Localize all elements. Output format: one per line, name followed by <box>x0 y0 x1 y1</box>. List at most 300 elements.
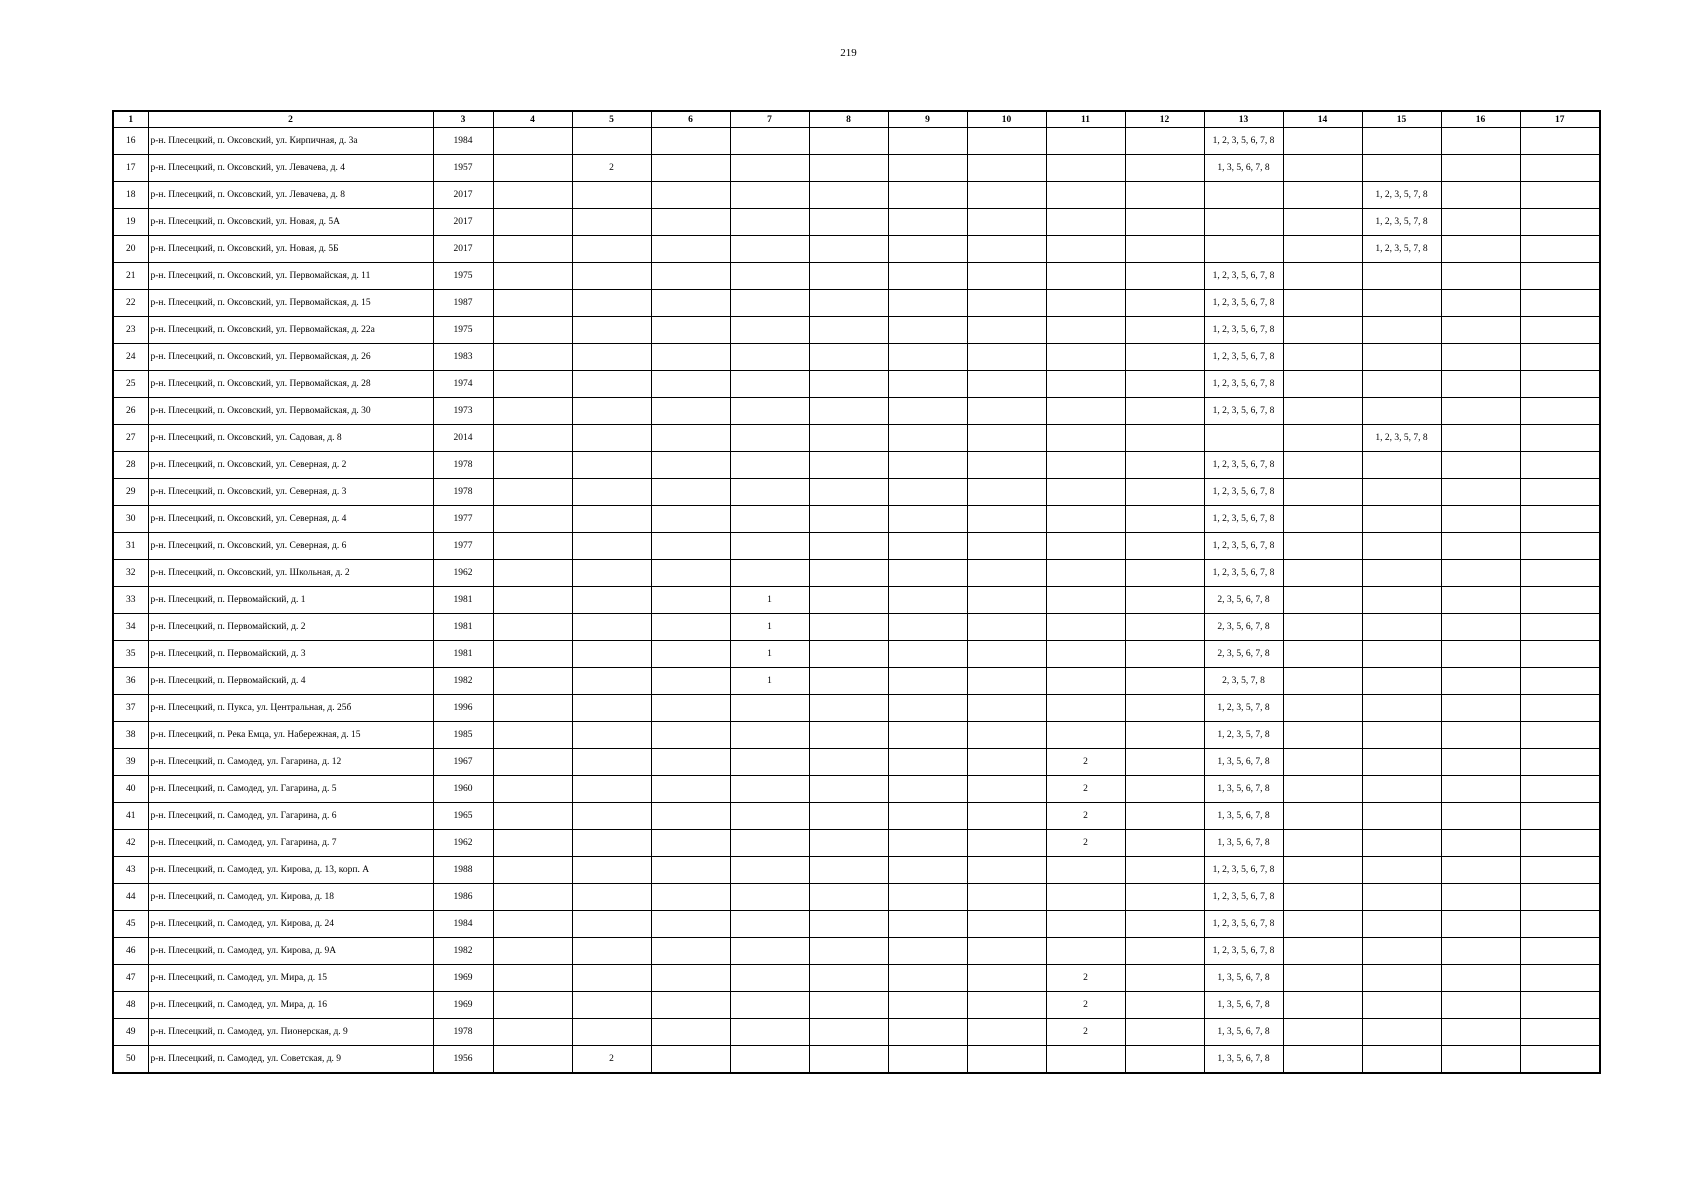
table-cell-col-9 <box>888 614 967 641</box>
table-cell-col-4 <box>493 965 572 992</box>
table-cell-col-1: 24 <box>113 344 148 371</box>
table-row <box>113 722 1600 749</box>
table-cell-col-16 <box>1441 911 1520 938</box>
table-cell-col-14 <box>1283 992 1362 1019</box>
table-cell-col-13 <box>1204 236 1283 263</box>
table-cell-col-16 <box>1441 479 1520 506</box>
column-header-14: 14 <box>1283 111 1362 128</box>
table-cell-col-6 <box>651 128 730 155</box>
table-cell-col-1: 45 <box>113 911 148 938</box>
table-cell-col-15 <box>1362 128 1441 155</box>
table-cell-col-16 <box>1441 344 1520 371</box>
table-cell-col-14 <box>1283 128 1362 155</box>
table-cell-col-2: р-н. Плесецкий, п. Первомайский, д. 1 <box>148 587 433 614</box>
table-cell-col-10 <box>967 128 1046 155</box>
table-cell-col-13: 1, 3, 5, 6, 7, 8 <box>1204 803 1283 830</box>
table-cell-col-13: 2, 3, 5, 6, 7, 8 <box>1204 614 1283 641</box>
table-cell-col-17 <box>1520 452 1600 479</box>
table-cell-col-10 <box>967 695 1046 722</box>
table-cell-col-5 <box>572 128 651 155</box>
table-cell-col-10 <box>967 182 1046 209</box>
table-row <box>113 1046 1600 1074</box>
table-row <box>113 857 1600 884</box>
column-header-2: 2 <box>148 111 433 128</box>
table-cell-col-9 <box>888 911 967 938</box>
table-cell-col-16 <box>1441 803 1520 830</box>
table-cell-col-10 <box>967 641 1046 668</box>
table-cell-col-1: 50 <box>113 1046 148 1074</box>
table-cell-col-13: 1, 2, 3, 5, 6, 7, 8 <box>1204 128 1283 155</box>
table-cell-col-5 <box>572 506 651 533</box>
table-cell-col-17 <box>1520 911 1600 938</box>
table-cell-col-13: 1, 2, 3, 5, 6, 7, 8 <box>1204 560 1283 587</box>
table-cell-col-3: 2017 <box>433 209 493 236</box>
table-cell-col-5 <box>572 911 651 938</box>
table-cell-col-6 <box>651 857 730 884</box>
table-cell-col-12 <box>1125 641 1204 668</box>
table-cell-col-2: р-н. Плесецкий, п. Самодед, ул. Гагарина, д. 5 <box>148 776 433 803</box>
table-cell-col-6 <box>651 479 730 506</box>
table-cell-col-1: 43 <box>113 857 148 884</box>
table-cell-col-10 <box>967 425 1046 452</box>
table-cell-col-3: 2014 <box>433 425 493 452</box>
table-cell-col-10 <box>967 290 1046 317</box>
table-cell-col-4 <box>493 182 572 209</box>
table-cell-col-14 <box>1283 533 1362 560</box>
table-cell-col-17 <box>1520 749 1600 776</box>
table-cell-col-12 <box>1125 560 1204 587</box>
table-cell-col-6 <box>651 560 730 587</box>
table-cell-col-14 <box>1283 1019 1362 1046</box>
table-row <box>113 371 1600 398</box>
table-cell-col-10 <box>967 398 1046 425</box>
table-cell-col-1: 37 <box>113 695 148 722</box>
table-cell-col-16 <box>1441 965 1520 992</box>
table-cell-col-1: 42 <box>113 830 148 857</box>
table-cell-col-13: 1, 2, 3, 5, 6, 7, 8 <box>1204 317 1283 344</box>
table-cell-col-13: 1, 2, 3, 5, 6, 7, 8 <box>1204 884 1283 911</box>
table-cell-col-3: 1987 <box>433 290 493 317</box>
table-cell-col-8 <box>809 209 888 236</box>
table-cell-col-17 <box>1520 695 1600 722</box>
table-cell-col-10 <box>967 371 1046 398</box>
table-cell-col-7 <box>730 776 809 803</box>
table-cell-col-5 <box>572 371 651 398</box>
table-row <box>113 641 1600 668</box>
table-cell-col-6 <box>651 236 730 263</box>
table-cell-col-5 <box>572 722 651 749</box>
table-cell-col-6 <box>651 776 730 803</box>
table-cell-col-1: 49 <box>113 1019 148 1046</box>
table-cell-col-2: р-н. Плесецкий, п. Оксовский, ул. Кирпичная, д. 3а <box>148 128 433 155</box>
table-cell-col-9 <box>888 533 967 560</box>
table-cell-col-6 <box>651 182 730 209</box>
table-cell-col-9 <box>888 425 967 452</box>
table-row <box>113 560 1600 587</box>
table-cell-col-4 <box>493 479 572 506</box>
table-cell-col-9 <box>888 830 967 857</box>
table-cell-col-15 <box>1362 614 1441 641</box>
column-header-12: 12 <box>1125 111 1204 128</box>
table-cell-col-7 <box>730 479 809 506</box>
table-cell-col-11 <box>1046 128 1125 155</box>
table-cell-col-15 <box>1362 695 1441 722</box>
table-cell-col-3: 1983 <box>433 344 493 371</box>
table-cell-col-8 <box>809 425 888 452</box>
table-cell-col-12 <box>1125 344 1204 371</box>
table-cell-col-3: 1962 <box>433 830 493 857</box>
table-cell-col-11: 2 <box>1046 1019 1125 1046</box>
table-cell-col-17 <box>1520 533 1600 560</box>
table-cell-col-11: 2 <box>1046 776 1125 803</box>
table-cell-col-13 <box>1204 209 1283 236</box>
table-cell-col-3: 1984 <box>433 128 493 155</box>
table-cell-col-17 <box>1520 938 1600 965</box>
table-cell-col-11 <box>1046 695 1125 722</box>
table-cell-col-4 <box>493 236 572 263</box>
table-cell-col-10 <box>967 344 1046 371</box>
table-cell-col-3: 1977 <box>433 506 493 533</box>
table-cell-col-10 <box>967 587 1046 614</box>
table-cell-col-8 <box>809 938 888 965</box>
table-cell-col-11 <box>1046 911 1125 938</box>
table-cell-col-4 <box>493 614 572 641</box>
table-cell-col-3: 1981 <box>433 587 493 614</box>
table-cell-col-6 <box>651 290 730 317</box>
table-cell-col-14 <box>1283 587 1362 614</box>
table-cell-col-4 <box>493 533 572 560</box>
table-row <box>113 992 1600 1019</box>
table-cell-col-7 <box>730 1019 809 1046</box>
table-cell-col-7 <box>730 236 809 263</box>
table-row <box>113 236 1600 263</box>
table-cell-col-16 <box>1441 128 1520 155</box>
table-cell-col-10 <box>967 992 1046 1019</box>
table-cell-col-9 <box>888 749 967 776</box>
table-cell-col-8 <box>809 587 888 614</box>
table-cell-col-12 <box>1125 722 1204 749</box>
table-cell-col-16 <box>1441 533 1520 560</box>
table-cell-col-10 <box>967 236 1046 263</box>
table-cell-col-5 <box>572 317 651 344</box>
table-cell-col-4 <box>493 803 572 830</box>
table-cell-col-3: 1982 <box>433 668 493 695</box>
table-cell-col-11 <box>1046 182 1125 209</box>
table-cell-col-15 <box>1362 776 1441 803</box>
table-cell-col-6 <box>651 1019 730 1046</box>
table-cell-col-13: 1, 2, 3, 5, 6, 7, 8 <box>1204 290 1283 317</box>
table-cell-col-2: р-н. Плесецкий, п. Оксовский, ул. Школьная, д. 2 <box>148 560 433 587</box>
table-cell-col-13: 1, 2, 3, 5, 7, 8 <box>1204 695 1283 722</box>
table-cell-col-14 <box>1283 884 1362 911</box>
table-cell-col-16 <box>1441 398 1520 425</box>
table-cell-col-15 <box>1362 155 1441 182</box>
table-cell-col-9 <box>888 452 967 479</box>
table-cell-col-4 <box>493 830 572 857</box>
table-cell-col-5 <box>572 668 651 695</box>
table-cell-col-4 <box>493 938 572 965</box>
table-cell-col-16 <box>1441 749 1520 776</box>
table-cell-col-6 <box>651 938 730 965</box>
table-cell-col-12 <box>1125 992 1204 1019</box>
table-cell-col-5 <box>572 965 651 992</box>
table-cell-col-8 <box>809 263 888 290</box>
table-cell-col-11 <box>1046 1046 1125 1074</box>
table-cell-col-9 <box>888 884 967 911</box>
table-cell-col-16 <box>1441 695 1520 722</box>
table-cell-col-9 <box>888 938 967 965</box>
table-cell-col-1: 26 <box>113 398 148 425</box>
table-cell-col-9 <box>888 506 967 533</box>
table-cell-col-8 <box>809 857 888 884</box>
table-cell-col-7 <box>730 128 809 155</box>
table-cell-col-3: 1978 <box>433 1019 493 1046</box>
table-cell-col-6 <box>651 506 730 533</box>
table-cell-col-14 <box>1283 425 1362 452</box>
table-cell-col-16 <box>1441 830 1520 857</box>
table-cell-col-2: р-н. Плесецкий, п. Самодед, ул. Кирова, д. 9А <box>148 938 433 965</box>
table-cell-col-13 <box>1204 182 1283 209</box>
table-cell-col-6 <box>651 587 730 614</box>
table-cell-col-2: р-н. Плесецкий, п. Оксовский, ул. Северная, д. 4 <box>148 506 433 533</box>
table-cell-col-9 <box>888 479 967 506</box>
table-cell-col-16 <box>1441 857 1520 884</box>
table-cell-col-11: 2 <box>1046 992 1125 1019</box>
table-cell-col-12 <box>1125 425 1204 452</box>
table-cell-col-5 <box>572 857 651 884</box>
table-cell-col-12 <box>1125 209 1204 236</box>
table-cell-col-17 <box>1520 128 1600 155</box>
table-cell-col-1: 27 <box>113 425 148 452</box>
table-cell-col-7 <box>730 398 809 425</box>
table-cell-col-9 <box>888 317 967 344</box>
table-cell-col-13: 1, 3, 5, 6, 7, 8 <box>1204 1046 1283 1074</box>
table-cell-col-4 <box>493 884 572 911</box>
table-cell-col-4 <box>493 857 572 884</box>
table-cell-col-13: 2, 3, 5, 6, 7, 8 <box>1204 587 1283 614</box>
table-cell-col-14 <box>1283 614 1362 641</box>
table-cell-col-15 <box>1362 371 1441 398</box>
table-cell-col-2: р-н. Плесецкий, п. Оксовский, ул. Левачева, д. 4 <box>148 155 433 182</box>
table-cell-col-5 <box>572 560 651 587</box>
table-cell-col-9 <box>888 398 967 425</box>
table-cell-col-2: р-н. Плесецкий, п. Оксовский, ул. Первомайская, д. 15 <box>148 290 433 317</box>
column-header-9: 9 <box>888 111 967 128</box>
table-cell-col-2: р-н. Плесецкий, п. Оксовский, ул. Первомайская, д. 28 <box>148 371 433 398</box>
table-cell-col-7 <box>730 857 809 884</box>
table-cell-col-16 <box>1441 560 1520 587</box>
table-cell-col-14 <box>1283 371 1362 398</box>
table-row <box>113 830 1600 857</box>
table-cell-col-5 <box>572 236 651 263</box>
table-cell-col-1: 17 <box>113 155 148 182</box>
table-cell-col-1: 19 <box>113 209 148 236</box>
table-row <box>113 614 1600 641</box>
table-cell-col-8 <box>809 722 888 749</box>
table-cell-col-15 <box>1362 587 1441 614</box>
table-cell-col-10 <box>967 776 1046 803</box>
table-cell-col-12 <box>1125 668 1204 695</box>
table-cell-col-4 <box>493 911 572 938</box>
table-cell-col-5 <box>572 884 651 911</box>
table-cell-col-10 <box>967 506 1046 533</box>
table-cell-col-13: 1, 2, 3, 5, 6, 7, 8 <box>1204 506 1283 533</box>
table-cell-col-4 <box>493 398 572 425</box>
table-cell-col-7 <box>730 560 809 587</box>
table-cell-col-17 <box>1520 209 1600 236</box>
table-cell-col-7 <box>730 1046 809 1074</box>
table-cell-col-14 <box>1283 668 1362 695</box>
table-row <box>113 533 1600 560</box>
table-cell-col-12 <box>1125 182 1204 209</box>
table-cell-col-6 <box>651 722 730 749</box>
table-cell-col-8 <box>809 614 888 641</box>
table-cell-col-1: 36 <box>113 668 148 695</box>
table-cell-col-13: 1, 2, 3, 5, 6, 7, 8 <box>1204 398 1283 425</box>
column-header-17: 17 <box>1520 111 1600 128</box>
table-cell-col-2: р-н. Плесецкий, п. Первомайский, д. 2 <box>148 614 433 641</box>
table-cell-col-15 <box>1362 884 1441 911</box>
table-cell-col-15 <box>1362 1019 1441 1046</box>
table-cell-col-8 <box>809 182 888 209</box>
table-row <box>113 776 1600 803</box>
table-cell-col-1: 38 <box>113 722 148 749</box>
table-cell-col-14 <box>1283 209 1362 236</box>
column-header-13: 13 <box>1204 111 1283 128</box>
table-cell-col-9 <box>888 695 967 722</box>
table-cell-col-6 <box>651 1046 730 1074</box>
table-cell-col-15 <box>1362 965 1441 992</box>
column-header-1: 1 <box>113 111 148 128</box>
table-cell-col-7 <box>730 506 809 533</box>
table-cell-col-14 <box>1283 938 1362 965</box>
page-number: 219 <box>840 47 857 59</box>
table-cell-col-12 <box>1125 506 1204 533</box>
table-cell-col-16 <box>1441 938 1520 965</box>
table-cell-col-13: 1, 2, 3, 5, 6, 7, 8 <box>1204 911 1283 938</box>
table-cell-col-12 <box>1125 398 1204 425</box>
table-cell-col-8 <box>809 668 888 695</box>
table-cell-col-4 <box>493 1019 572 1046</box>
table-cell-col-14 <box>1283 506 1362 533</box>
table-cell-col-5 <box>572 830 651 857</box>
table-cell-col-11: 2 <box>1046 830 1125 857</box>
table-cell-col-4 <box>493 668 572 695</box>
table-cell-col-3: 1978 <box>433 479 493 506</box>
table-cell-col-17 <box>1520 506 1600 533</box>
housing-register-table <box>112 110 1601 1074</box>
table-cell-col-3: 1978 <box>433 452 493 479</box>
table-cell-col-9 <box>888 722 967 749</box>
table-cell-col-4 <box>493 425 572 452</box>
header-row <box>113 111 1600 128</box>
table-cell-col-13: 2, 3, 5, 6, 7, 8 <box>1204 641 1283 668</box>
table-cell-col-1: 22 <box>113 290 148 317</box>
table-cell-col-17 <box>1520 776 1600 803</box>
table-cell-col-7 <box>730 317 809 344</box>
table-cell-col-15 <box>1362 398 1441 425</box>
table-cell-col-5 <box>572 398 651 425</box>
table-cell-col-12 <box>1125 236 1204 263</box>
table-cell-col-16 <box>1441 722 1520 749</box>
table-cell-col-15 <box>1362 344 1441 371</box>
table-cell-col-8 <box>809 236 888 263</box>
table-cell-col-14 <box>1283 776 1362 803</box>
table-cell-col-6 <box>651 425 730 452</box>
table-cell-col-5 <box>572 695 651 722</box>
table-cell-col-5 <box>572 749 651 776</box>
table-cell-col-9 <box>888 560 967 587</box>
table-cell-col-2: р-н. Плесецкий, п. Оксовский, ул. Северная, д. 2 <box>148 452 433 479</box>
table-cell-col-6 <box>651 884 730 911</box>
column-header-6: 6 <box>651 111 730 128</box>
table-body <box>113 128 1600 1074</box>
table-cell-col-9 <box>888 965 967 992</box>
table-cell-col-15 <box>1362 749 1441 776</box>
table-cell-col-11 <box>1046 209 1125 236</box>
table-cell-col-8 <box>809 803 888 830</box>
column-header-16: 16 <box>1441 111 1520 128</box>
table-cell-col-9 <box>888 128 967 155</box>
table-cell-col-17 <box>1520 884 1600 911</box>
table-cell-col-13: 1, 3, 5, 6, 7, 8 <box>1204 749 1283 776</box>
table-cell-col-14 <box>1283 452 1362 479</box>
table-cell-col-14 <box>1283 317 1362 344</box>
table-row <box>113 479 1600 506</box>
table-cell-col-5 <box>572 533 651 560</box>
table-cell-col-16 <box>1441 776 1520 803</box>
table-cell-col-4 <box>493 776 572 803</box>
table-cell-col-12 <box>1125 452 1204 479</box>
table-cell-col-4 <box>493 560 572 587</box>
table-cell-col-2: р-н. Плесецкий, п. Самодед, ул. Кирова, д. 13, корп. А <box>148 857 433 884</box>
table-cell-col-8 <box>809 560 888 587</box>
table-cell-col-7 <box>730 749 809 776</box>
table-cell-col-13: 1, 2, 3, 5, 6, 7, 8 <box>1204 938 1283 965</box>
table-cell-col-1: 31 <box>113 533 148 560</box>
table-cell-col-10 <box>967 263 1046 290</box>
table-cell-col-17 <box>1520 587 1600 614</box>
table-cell-col-11: 2 <box>1046 965 1125 992</box>
table-cell-col-16 <box>1441 668 1520 695</box>
table-cell-col-12 <box>1125 614 1204 641</box>
table-cell-col-1: 16 <box>113 128 148 155</box>
table-cell-col-7: 1 <box>730 587 809 614</box>
table-cell-col-16 <box>1441 884 1520 911</box>
table-cell-col-1: 41 <box>113 803 148 830</box>
table-cell-col-4 <box>493 695 572 722</box>
table-row <box>113 506 1600 533</box>
table-cell-col-17 <box>1520 857 1600 884</box>
table-cell-col-16 <box>1441 236 1520 263</box>
table-cell-col-12 <box>1125 290 1204 317</box>
table-cell-col-11 <box>1046 317 1125 344</box>
table-cell-col-4 <box>493 452 572 479</box>
table-cell-col-2: р-н. Плесецкий, п. Самодед, ул. Кирова, д. 18 <box>148 884 433 911</box>
table-cell-col-8 <box>809 452 888 479</box>
table-row <box>113 128 1600 155</box>
table-cell-col-14 <box>1283 911 1362 938</box>
table-cell-col-14 <box>1283 344 1362 371</box>
table-cell-col-4 <box>493 263 572 290</box>
table-row <box>113 1019 1600 1046</box>
table-cell-col-15 <box>1362 911 1441 938</box>
table-cell-col-17 <box>1520 830 1600 857</box>
table-cell-col-11 <box>1046 722 1125 749</box>
table-cell-col-5: 2 <box>572 1046 651 1074</box>
table-cell-col-12 <box>1125 803 1204 830</box>
table-cell-col-15 <box>1362 506 1441 533</box>
